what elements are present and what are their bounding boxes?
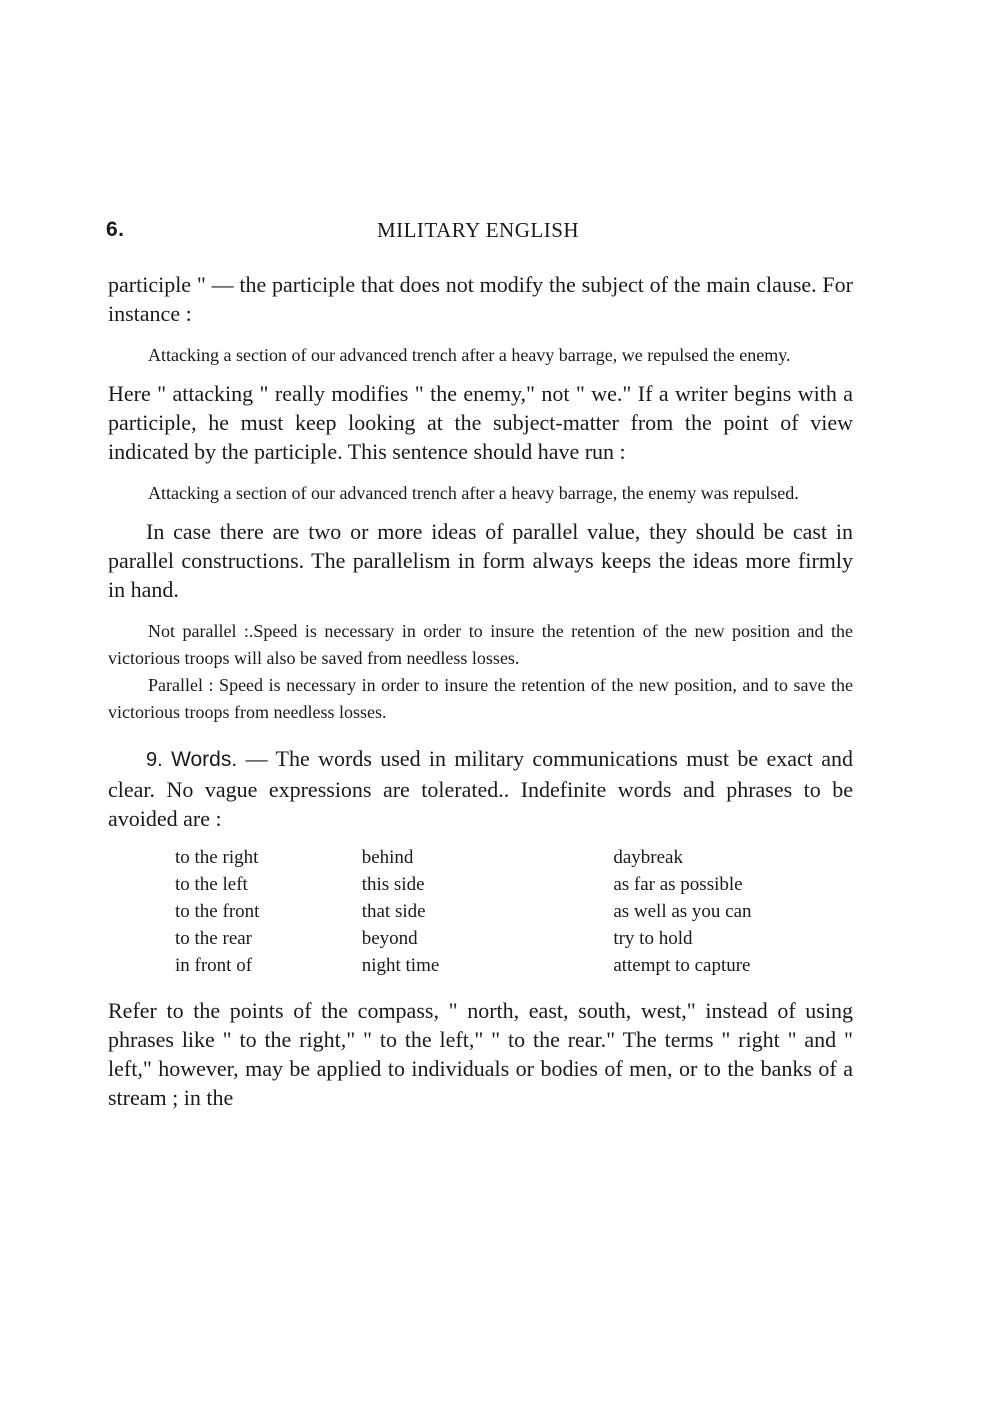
paragraph-compass-points: Refer to the points of the compass, " north, east, south, west," instead of using phrases like " to the right," " to the left," " to the rear." The terms " right " and " left," however, may be applied to individuals or bodies of men, or to the banks of a stream ; in the [108,998,853,1110]
section-intro-text: — The words used in military communications must be exact and clear. No vague expressions are tolerated.. Indefinite words and phrases to be avoided are : [108,746,854,831]
table-cell: behind [361,847,414,868]
table-cell: that side [361,901,426,922]
table-row [175,928,853,955]
page-number: 6. [106,218,125,241]
paragraph-attacking-explanation: Here " attacking " really modifies " the enemy," not " we." If a writer begins with a participle, he must keep looking at the subject-matter from the point of view indicated by the participle. This sentence should have run : [108,381,853,464]
table-row [175,955,853,982]
table-cell: as far as possible [613,874,743,895]
example-parallel: Parallel : Speed is necessary in order to insure the retention of the new position, and to save the victorious troops from needless losses. [108,675,853,722]
table-cell: to the left [175,874,248,895]
table-row [175,874,853,901]
example-wrong-participle: Attacking a section of our advanced trench after a heavy barrage, we repulsed the enemy. [148,345,791,365]
table-cell: attempt to capture [613,955,751,976]
table-cell: try to hold [613,928,693,949]
indefinite-words-table [175,847,853,982]
section-title: Words. [171,748,238,771]
section-number: 9. [146,749,163,771]
running-title: MILITARY ENGLISH [376,218,580,242]
example-correct-participle: Attacking a section of our advanced trench after a heavy barrage, the enemy was repulsed. [148,483,799,503]
paragraph-dangling-participle: participle " — the participle that does not modify the subject of the main clause. For instance : [108,272,853,326]
table-cell: night time [361,955,440,976]
paragraph-words-section [108,744,853,833]
document-page [108,218,853,1112]
table-cell: daybreak [613,847,683,868]
table-cell: in front of [175,955,253,976]
table-cell: beyond [361,928,418,949]
example-not-parallel: Not parallel :.Speed is necessary in order to insure the retention of the new position and the victorious troops will also be saved from needless losses. [108,621,853,668]
running-head [108,218,853,248]
table-row [175,901,853,928]
table-cell: to the front [175,901,260,922]
table-cell: as well as you can [613,901,752,922]
paragraph-parallel-ideas: In case there are two or more ideas of parallel value, they should be cast in parallel constructions. The parallelism in form always keeps the ideas more firmly in hand. [108,519,853,602]
table-row [175,847,853,874]
table-cell: this side [361,874,425,895]
table-cell: to the right [175,847,259,868]
table-cell: to the rear [175,928,253,949]
